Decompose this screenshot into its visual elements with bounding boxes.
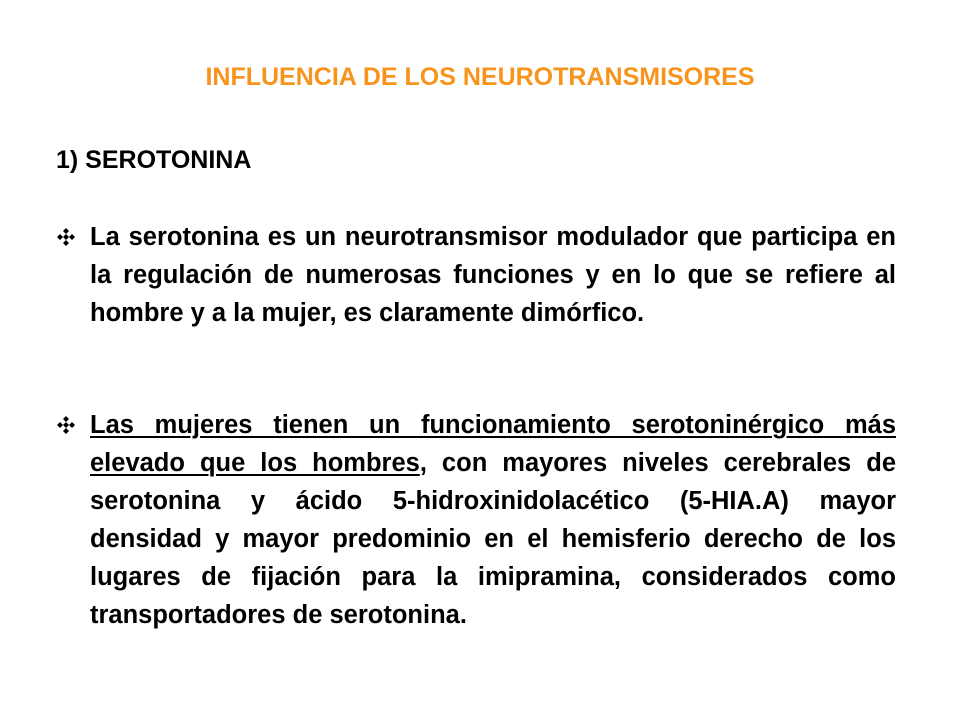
diamond-quad-icon (56, 218, 90, 256)
diamond-quad-icon (56, 406, 90, 444)
bullet-text-2 (90, 406, 896, 634)
slide-title: INFLUENCIA DE LOS NEUROTRANSMISORES (205, 63, 755, 91)
bullet-item-1 (56, 218, 896, 332)
bullet-text-1: La serotonina es un neurotransmisor modulador que participa en la regulación de numerosas funciones y en lo que se refiere al hombre y a la mujer, es claramente dimórfico. (90, 223, 896, 327)
section-heading: 1) SEROTONINA (56, 146, 252, 174)
bullet-text-2-underlined: Las mujeres tienen un funcionamiento serotoninérgico más elevado que los hombres (90, 411, 896, 477)
bullet-text-2-rest: , con mayores niveles cerebrales de serotonina y ácido 5-hidroxinidolacético (5-HIA.A) mayor densidad y mayor predominio en el hemisferio derecho de los lugares de fijación para la imipramina, considerados como transportadores de serotonina. (90, 449, 896, 629)
bullet-item-2 (56, 406, 896, 634)
